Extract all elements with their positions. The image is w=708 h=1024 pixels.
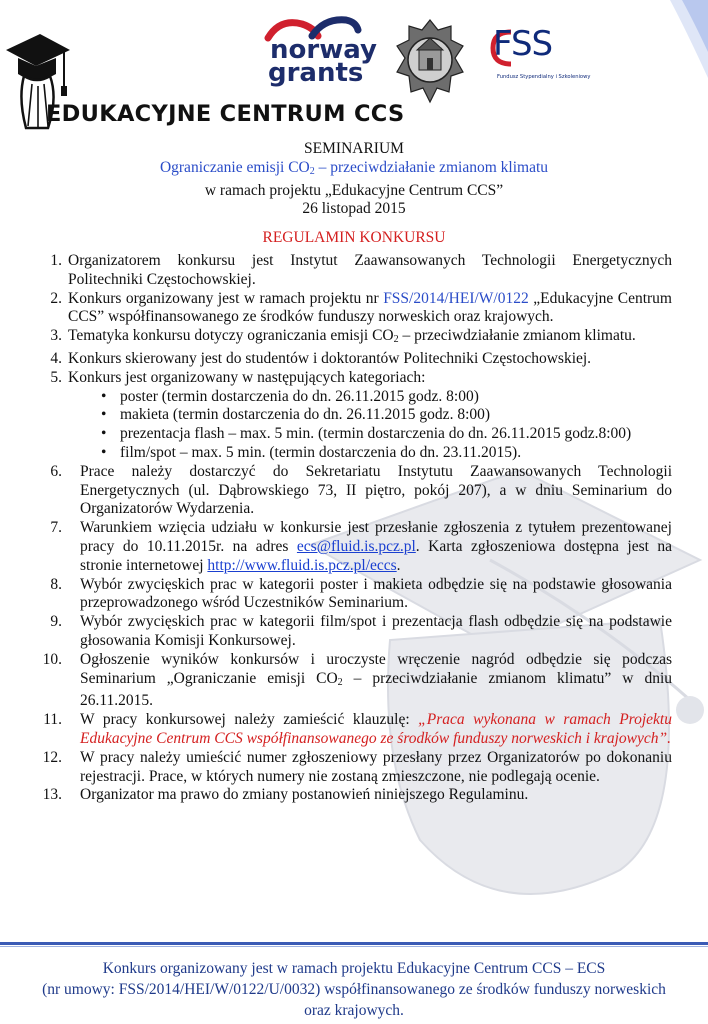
seminar-title-subscript: 2 bbox=[309, 165, 315, 177]
rule-text: W pracy konkursowej należy zamieścić klauzulę: bbox=[80, 711, 419, 729]
footer-text bbox=[0, 958, 708, 1021]
rule-text-cont: – przeciwdziałanie zmianom klimatu” w dniu 26.11.2015. bbox=[80, 669, 672, 710]
footer-divider bbox=[0, 942, 708, 945]
category-text: makieta (termin dostarczenia do dn. 26.11.2015 godz. 8:00) bbox=[120, 406, 491, 424]
seminar-title-text: Ograniczanie emisji CO bbox=[159, 158, 310, 176]
co2-subscript: 2 bbox=[393, 334, 399, 346]
required-clause: „Praca wykonana w ramach Projektu Edukacyjne Centrum CCS współfinansowanego ze środków funduszy norweskich i krajowych”. bbox=[80, 711, 672, 747]
rule-number: 2. bbox=[50, 289, 62, 307]
bullet-icon: • bbox=[101, 406, 107, 424]
footer-line-3: oraz krajowych. bbox=[304, 1002, 404, 1019]
category-list bbox=[0, 388, 708, 463]
rule-item bbox=[0, 711, 708, 749]
bullet-icon: • bbox=[101, 387, 107, 405]
regulation-title: REGULAMIN KONKURSU bbox=[262, 229, 446, 247]
rule-number: 5. bbox=[50, 368, 62, 386]
rules-list-cont bbox=[0, 463, 708, 805]
grants-text: grants bbox=[268, 58, 364, 88]
rule-text: Ogłoszenie wyników konkursów i uroczyste wręczenie nagród odbędzie się podczas Seminarium „Ograniczanie emisji CO bbox=[80, 650, 672, 687]
rule-number: 12. bbox=[42, 748, 62, 766]
project-line: w ramach projektu „Edukacyjne Centrum CCS” bbox=[204, 181, 504, 199]
rule-text: Konkurs jest organizowany w następujących kategoriach: bbox=[68, 368, 426, 386]
rule-number: 3. bbox=[50, 327, 62, 345]
rule-item bbox=[0, 290, 708, 328]
fss-subtitle: Fundusz Stypendialny i Szkoleniowy bbox=[497, 74, 591, 80]
rule-text: Warunkiem wzięcia udziału w konkursie jest przesłanie zgłoszenia z tytułem prezentowanej pracy do 10.11.2015r. na adres bbox=[80, 519, 672, 555]
rule-item bbox=[0, 749, 708, 787]
seminar-date: 26 listopad 2015 bbox=[302, 200, 406, 218]
rule-text-cont: . Karta zgłoszeniowa dostępna jest na stronie internetowej bbox=[80, 537, 672, 574]
email-link[interactable]: ecs@fluid.is.pcz.pl bbox=[296, 537, 416, 555]
rule-text-cont: „Edukacyjne Centrum CCS” współfinansowanego ze środków funduszy norweskich oraz krajowych. bbox=[68, 289, 672, 326]
norway-grants-logo bbox=[258, 14, 377, 88]
rule-item bbox=[0, 651, 708, 711]
rule-number: 10. bbox=[42, 650, 62, 668]
rule-number: 13. bbox=[42, 786, 62, 804]
seminar-label: SEMINARIUM bbox=[304, 140, 404, 157]
rule-number: 11. bbox=[43, 711, 62, 729]
rule-number: 6. bbox=[50, 462, 62, 480]
category-item bbox=[0, 388, 708, 407]
rule-item bbox=[0, 463, 708, 519]
category-item bbox=[0, 444, 708, 463]
rule-item bbox=[0, 786, 708, 805]
fss-logo bbox=[487, 22, 591, 94]
page-header bbox=[0, 0, 708, 138]
co2-subscript: 2 bbox=[337, 676, 343, 688]
website-link[interactable]: http://www.fluid.is.pcz.pl/eccs bbox=[207, 556, 397, 574]
rule-text: W pracy należy umieścić numer zgłoszeniowy przesłany przez Organizatorów po dokonaniu rejestracji. Prace, w których numery nie zostaną zmieszczone, nie podlegają ocenie. bbox=[80, 748, 672, 785]
rule-item bbox=[0, 369, 708, 388]
rule-item bbox=[0, 519, 708, 575]
rule-text: Wybór zwycięskich prac w kategorii film/spot i prezentacja flash odbędzie się na podstawie głosowania Komisji Konkursowej. bbox=[80, 613, 672, 649]
rule-text: Konkurs organizowany jest w ramach projektu nr bbox=[68, 289, 384, 307]
category-item bbox=[0, 406, 708, 425]
category-text: poster (termin dostarczenia do dn. 26.11.2015 godz. 8:00) bbox=[120, 387, 479, 405]
rule-item bbox=[0, 252, 708, 290]
rule-text-end: . bbox=[396, 556, 401, 574]
category-item bbox=[0, 425, 708, 444]
fss-text: FSS bbox=[493, 24, 553, 64]
category-text: film/spot – max. 5 min. (termin dostarczenia do dn. 23.11.2015). bbox=[120, 443, 522, 461]
rule-item bbox=[0, 613, 708, 651]
bullet-icon: • bbox=[101, 425, 107, 443]
rule-text: Konkurs skierowany jest do studentów i doktorantów Politechniki Częstochowskiej. bbox=[68, 349, 592, 367]
logo-wordmark: EDUKACYJNE CENTRUM CCS bbox=[46, 101, 405, 127]
footer-divider-thin bbox=[0, 946, 708, 947]
rule-item bbox=[0, 576, 708, 614]
rule-number: 8. bbox=[50, 575, 62, 593]
rule-number: 7. bbox=[50, 519, 62, 537]
seminar-title-text-2: – przeciwdziałanie zmianom klimatu bbox=[314, 158, 549, 176]
bullet-icon: • bbox=[101, 443, 107, 461]
rule-number: 4. bbox=[50, 349, 62, 367]
rules-list bbox=[0, 252, 708, 388]
rule-item bbox=[0, 327, 708, 350]
rule-text: Tematyka konkursu dotyczy ograniczania emisji CO bbox=[68, 327, 394, 345]
rule-number: 1. bbox=[50, 251, 62, 269]
rule-text: Wybór zwycięskich prac w kategorii poster i makieta odbędzie się na podstawie głosowania przeprowadzonego wśród Uczestników Seminarium. bbox=[80, 575, 672, 612]
rule-text-cont: – przeciwdziałanie zmianom klimatu. bbox=[398, 327, 636, 345]
rule-number: 9. bbox=[50, 613, 62, 631]
rule-text: Organizator ma prawo do zmiany postanowień niniejszego Regulaminu. bbox=[80, 786, 529, 804]
document-body bbox=[0, 140, 708, 805]
category-text: prezentacja flash – max. 5 min. (termin dostarczenia do dn. 26.11.2015 godz.8:00) bbox=[120, 425, 632, 443]
rule-text: Organizatorem konkursu jest Instytut Zaawansowanych Technologii Energetycznych Politechniki Częstochowskiej. bbox=[68, 251, 672, 288]
rule-text: Prace należy dostarczyć do Sekretariatu Instytutu Zaawansowanych Technologii Energetycznych (ul. Dąbrowskiego 73, II piętro, pokój 207), a w dniu Seminarium do Organizatorów Wydarzenia. bbox=[80, 462, 672, 518]
seminar-title bbox=[0, 159, 708, 182]
norway-text: norway bbox=[270, 35, 377, 65]
rule-item bbox=[0, 350, 708, 369]
footer-line-1: Konkurs organizowany jest w ramach projektu Edukacyjne Centrum CCS – ECS bbox=[102, 960, 606, 977]
project-number: FSS/2014/HEI/W/0122 bbox=[383, 289, 529, 307]
footer-line-2: (nr umowy: FSS/2014/HEI/W/0122/U/0032) współfinansowanego ze środków funduszy norweskich bbox=[42, 981, 666, 998]
university-coat-of-arms-icon bbox=[393, 18, 467, 104]
